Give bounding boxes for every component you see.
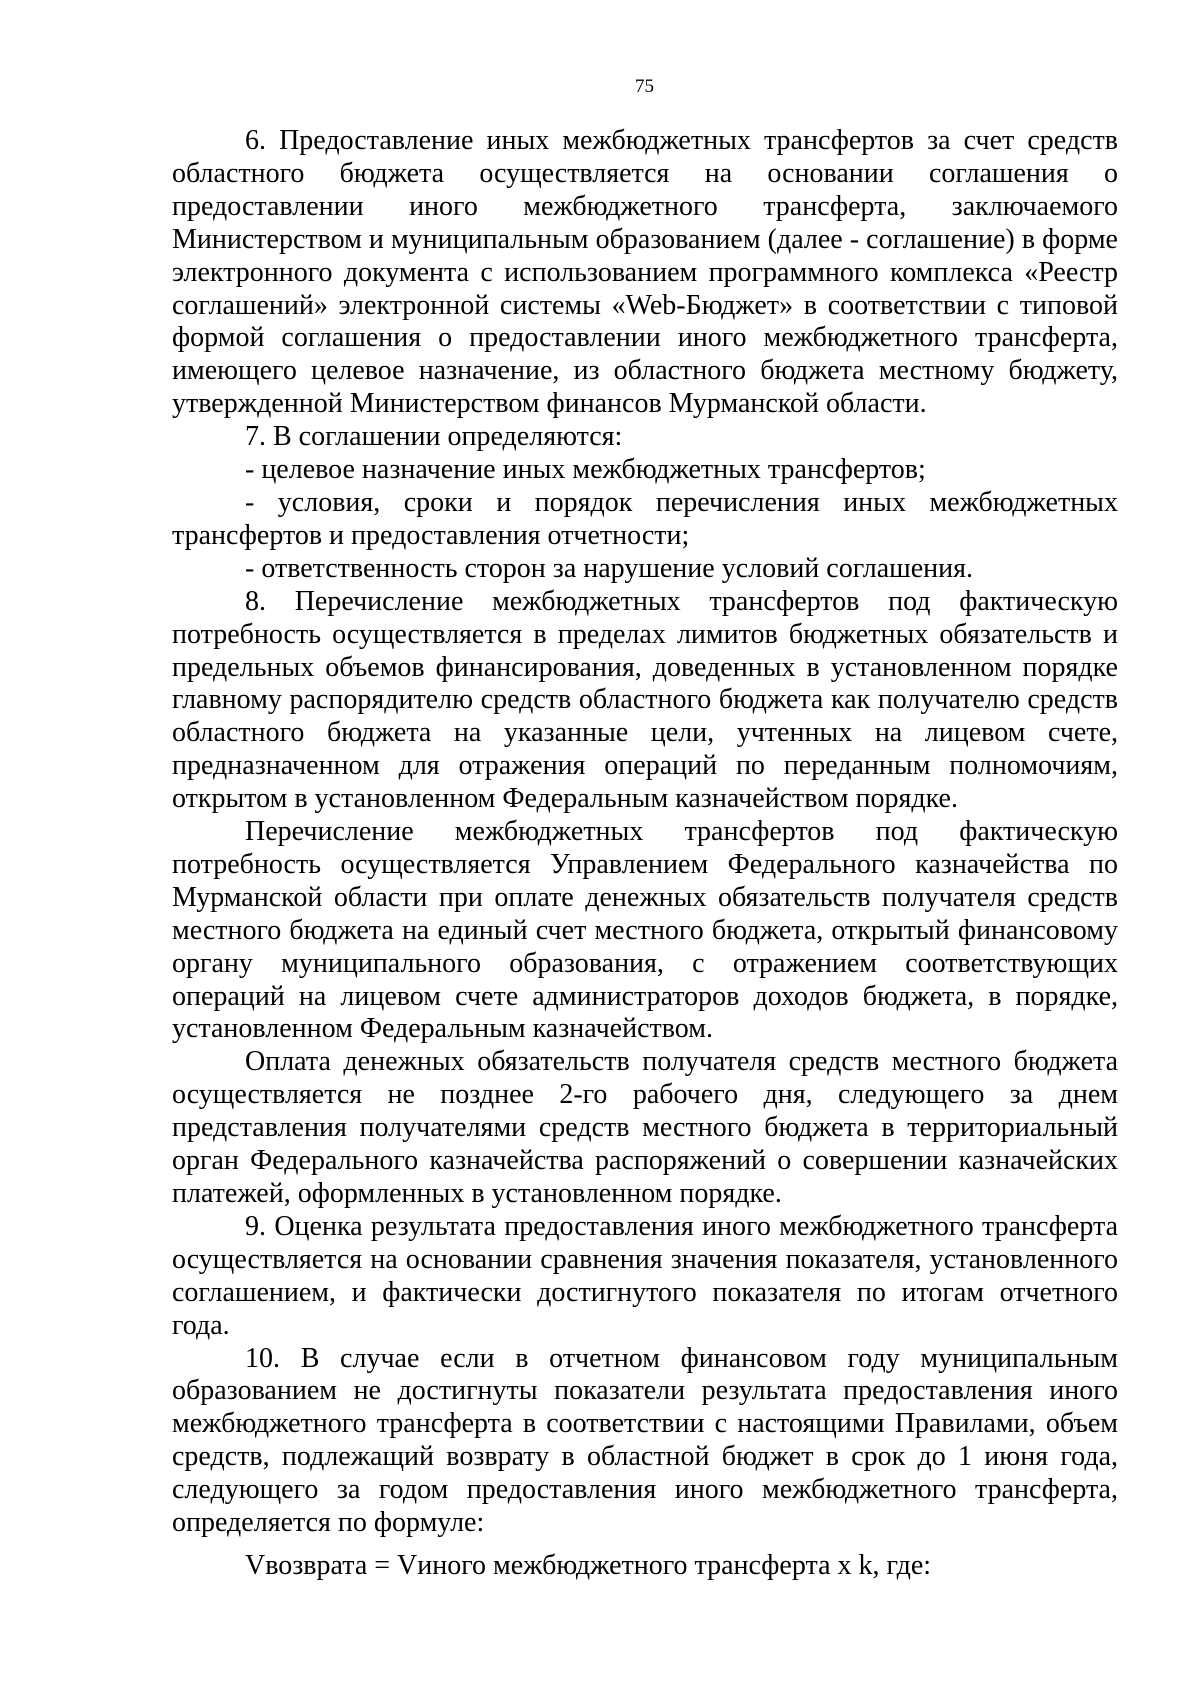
paragraph-7-agreement-defines: 7. В соглашении определяются: xyxy=(245,421,623,453)
paragraph-10-refund-formula: 10. В случае если в отчетном финансовом году муниципальным образованием не достигнуты показатели результата предоставления иного межбюджетного трансферта в соответствии с настоящими Правилами, объем средств, подлежащий возврату в областной бюджет в срок до 1 июня года, следующего за годом предоставления иного межбюджетного трансферта, определяется по формуле: xyxy=(172,1342,1118,1539)
paragraph-6-interbudget-transfers: 6. Предоставление иных межбюджетных трансфертов за счет средств областного бюджета осуществляется на основании соглашения о предоставлении иного межбюджетного трансферта, заключаемого Министерством и муниципальным образованием (далее - соглашение) в форме электронного документа с использованием программного комплекса «Реестр соглашений» электронной системы «Web-Бюджет» в соответствии с типовой формой соглашения о предоставлении иного межбюджетного трансферта, имеющего целевое назначение, из областного бюджета местному бюджету, утвержденной Министерством финансов Мурманской области. xyxy=(172,125,1118,420)
list-item-target-purpose: - целевое назначение иных межбюджетных трансфертов; xyxy=(245,454,926,486)
refund-formula: Vвозврата = Vиного межбюджетного трансферта x k, где: xyxy=(245,1550,932,1581)
page-number: 75 xyxy=(635,76,654,97)
paragraph-8-transfer-limits: 8. Перечисление межбюджетных трансфертов под фактическую потребность осуществляется в пределах лимитов бюджетных обязательств и предельных объемов финансирования, доведенных в установленном порядке главному распорядителю средств областного бюджета как получателю средств областного бюджета на указанные цели, учтенных на лицевом счете, предназначенном для отражения операций по переданным полномочиям, открытом в установленном Федеральным казначейством порядке. xyxy=(172,585,1118,815)
paragraph-transfer-treasury: Перечисление межбюджетных трансфертов под фактическую потребность осуществляется Управлением Федерального казначейства по Мурманской области при оплате денежных обязательств получателя средств местного бюджета на единый счет местного бюджета, открытый финансовому органу муниципального образования, с отражением соответствующих операций на лицевом счете администраторов доходов бюджета, в порядке, установленном Федеральным казначейством. xyxy=(172,816,1118,1045)
paragraph-9-result-evaluation: 9. Оценка результата предоставления иного межбюджетного трансферта осуществляется на основании сравнения значения показателя, установленного соглашением, и фактически достигнутого показателя по итогам отчетного года. xyxy=(172,1210,1118,1341)
list-item-responsibility: - ответственность сторон за нарушение условий соглашения. xyxy=(245,552,974,584)
list-item-conditions-terms: - условия, сроки и порядок перечисления иных межбюджетных трансфертов и предоставления отчетности; xyxy=(172,486,1118,551)
document-body xyxy=(172,125,1118,1540)
paragraph-payment-deadline: Оплата денежных обязательств получателя средств местного бюджета осуществляется не позднее 2-го рабочего дня, следующего за днем представления получателями средств местного бюджета в территориальный орган Федерального казначейства распоряжений о совершении казначейских платежей, оформленных в установленном порядке. xyxy=(172,1046,1118,1209)
